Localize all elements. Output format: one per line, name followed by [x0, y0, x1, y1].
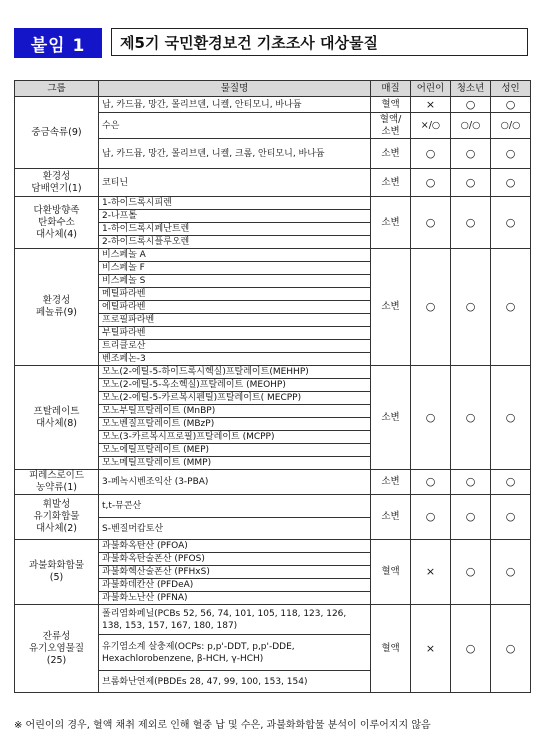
table-row: [15, 169, 531, 197]
adult-cell: ○: [491, 366, 531, 470]
medium-cell: 소변: [371, 139, 411, 169]
child-cell: ○: [411, 249, 451, 366]
substance-table: [14, 80, 531, 693]
adult-cell: ○/○: [491, 113, 531, 139]
adult-cell: ○: [491, 495, 531, 540]
substance-cell: S-벤질머캅토산: [99, 518, 371, 540]
substance-cell: 트리클로산: [99, 340, 371, 353]
substance-cell: 모노에틸프탈레이트 (MEP): [99, 444, 371, 457]
substance-cell: 과불화데칸산 (PFDeA): [99, 579, 371, 592]
teen-cell: ○: [451, 249, 491, 366]
col-header-substance: 물질명: [99, 81, 371, 97]
substance-cell: 프로필파라벤: [99, 314, 371, 327]
col-header-medium: 매질: [371, 81, 411, 97]
substance-cell: 부틸파라벤: [99, 327, 371, 340]
teen-cell: ○: [451, 605, 491, 693]
substance-cell: 유기염소계 살충제(OCPs: p,p'-DDT, p,p'-DDE, Hexachlorobenzene, β-HCH, γ-HCH): [99, 635, 371, 671]
table-row: [15, 97, 531, 113]
child-cell: ×: [411, 97, 451, 113]
col-header-teen: 청소년: [451, 81, 491, 97]
table-row: [15, 495, 531, 518]
table-row: [15, 470, 531, 495]
child-cell: ×: [411, 540, 451, 605]
adult-cell: ○: [491, 605, 531, 693]
substance-cell: 폴리염화페닐(PCBs 52, 56, 74, 101, 105, 118, 123, 126, 138, 153, 157, 167, 180, 187): [99, 605, 371, 635]
teen-cell: ○/○: [451, 113, 491, 139]
col-header-child: 어린이: [411, 81, 451, 97]
teen-cell: ○: [451, 197, 491, 249]
teen-cell: ○: [451, 97, 491, 113]
substance-cell: 메틸파라벤: [99, 288, 371, 301]
substance-cell: 과불화옥탄산 (PFOA): [99, 540, 371, 553]
group-label: 잔류성 유기오염물질 (25): [15, 605, 99, 693]
teen-cell: ○: [451, 540, 491, 605]
child-cell: ×/○: [411, 113, 451, 139]
col-header-adult: 성인: [491, 81, 531, 97]
substance-cell: 모노(2-에틸-5-옥소헥실)프탈레이트 (MEOHP): [99, 379, 371, 392]
substance-cell: 비스페놀 F: [99, 262, 371, 275]
adult-cell: ○: [491, 97, 531, 113]
adult-cell: ○: [491, 540, 531, 605]
medium-cell: 소변: [371, 470, 411, 495]
teen-cell: ○: [451, 139, 491, 169]
child-cell: ○: [411, 197, 451, 249]
substance-cell: 모노(3-카르복시프로필)프탈레이트 (MCPP): [99, 431, 371, 444]
substance-cell: 1-하이드록시페난트렌: [99, 223, 371, 236]
adult-cell: ○: [491, 470, 531, 495]
substance-cell: 브롬화난연제(PBDEs 28, 47, 99, 100, 153, 154): [99, 671, 371, 693]
table-row: [15, 540, 531, 553]
substance-cell: 비스페놀 A: [99, 249, 371, 262]
substance-cell: 모노벤질프탈레이트 (MBzP): [99, 418, 371, 431]
substance-cell: 벤조페논-3: [99, 353, 371, 366]
group-label: 환경성 담배연기(1): [15, 169, 99, 197]
substance-cell: 과불화노난산 (PFNA): [99, 592, 371, 605]
substance-cell: t,t-뮤콘산: [99, 495, 371, 518]
table-row: [15, 249, 531, 262]
child-cell: ○: [411, 495, 451, 540]
teen-cell: ○: [451, 366, 491, 470]
table-row: [15, 366, 531, 379]
substance-cell: 모노부틸프탈레이트 (MnBP): [99, 405, 371, 418]
teen-cell: ○: [451, 495, 491, 540]
medium-cell: 소변: [371, 169, 411, 197]
child-cell: ○: [411, 366, 451, 470]
child-cell: ○: [411, 139, 451, 169]
substance-cell: 1-하이드록시피렌: [99, 197, 371, 210]
child-cell: ×: [411, 605, 451, 693]
group-label: 환경성 페놀류(9): [15, 249, 99, 366]
medium-cell: 소변: [371, 366, 411, 470]
medium-cell: 혈액: [371, 605, 411, 693]
group-label: 휘발성 유기화합물 대사체(2): [15, 495, 99, 540]
adult-cell: ○: [491, 169, 531, 197]
adult-cell: ○: [491, 249, 531, 366]
teen-cell: ○: [451, 470, 491, 495]
group-label: 프탈레이트 대사체(8): [15, 366, 99, 470]
header: [14, 28, 530, 58]
substance-cell: 2-나프톨: [99, 210, 371, 223]
substance-cell: 3-페녹시벤조익산 (3-PBA): [99, 470, 371, 495]
table-header-row: [15, 81, 531, 97]
medium-cell: 소변: [371, 197, 411, 249]
group-label: 다환방향족 탄화수소 대사체(4): [15, 197, 99, 249]
substance-cell: 모노(2-에틸-5-하이드록시헥실)프탈레이트(MEHHP): [99, 366, 371, 379]
adult-cell: ○: [491, 197, 531, 249]
substance-cell: 모노메틸프탈레이트 (MMP): [99, 457, 371, 470]
medium-cell: 혈액: [371, 97, 411, 113]
adult-cell: ○: [491, 139, 531, 169]
child-cell: ○: [411, 470, 451, 495]
document-title: 제5기 국민환경보건 기초조사 대상물질: [111, 28, 528, 56]
substance-cell: 과불화헥산술폰산 (PFHxS): [99, 566, 371, 579]
teen-cell: ○: [451, 169, 491, 197]
substance-cell: 모노(2-에틸-5-카르복시펜틸)프탈레이트( MECPP): [99, 392, 371, 405]
substance-cell: 2-하이드록시플루오렌: [99, 236, 371, 249]
substance-cell: 과불화옥탄술폰산 (PFOS): [99, 553, 371, 566]
substance-cell: 에틸파라벤: [99, 301, 371, 314]
col-header-group: 그룹: [15, 81, 99, 97]
medium-cell: 소변: [371, 249, 411, 366]
footnote: ※ 어린이의 경우, 혈액 채취 제외로 인해 혈중 납 및 수은, 과불화화합물 분석이 이루어지지 않음: [14, 720, 431, 731]
medium-cell: 소변: [371, 495, 411, 540]
medium-cell: 혈액/ 소변: [371, 113, 411, 139]
substance-cell: 납, 카드뮴, 망간, 몰리브덴, 니켈, 크롬, 안티모니, 바나듐: [99, 139, 371, 169]
child-cell: ○: [411, 169, 451, 197]
medium-cell: 혈액: [371, 540, 411, 605]
attachment-badge: 붙임 1: [14, 28, 102, 58]
group-label: 중금속류(9): [15, 97, 99, 169]
table-row: [15, 197, 531, 210]
group-label: 과불화화합물 (5): [15, 540, 99, 605]
substance-cell: 비스페놀 S: [99, 275, 371, 288]
substance-cell: 코티닌: [99, 169, 371, 197]
substance-cell: 수은: [99, 113, 371, 139]
substance-cell: 납, 카드뮴, 망간, 몰리브덴, 니켈, 안티모니, 바나듐: [99, 97, 371, 113]
group-label: 피레스로이드 농약류(1): [15, 470, 99, 495]
table-row: [15, 605, 531, 635]
